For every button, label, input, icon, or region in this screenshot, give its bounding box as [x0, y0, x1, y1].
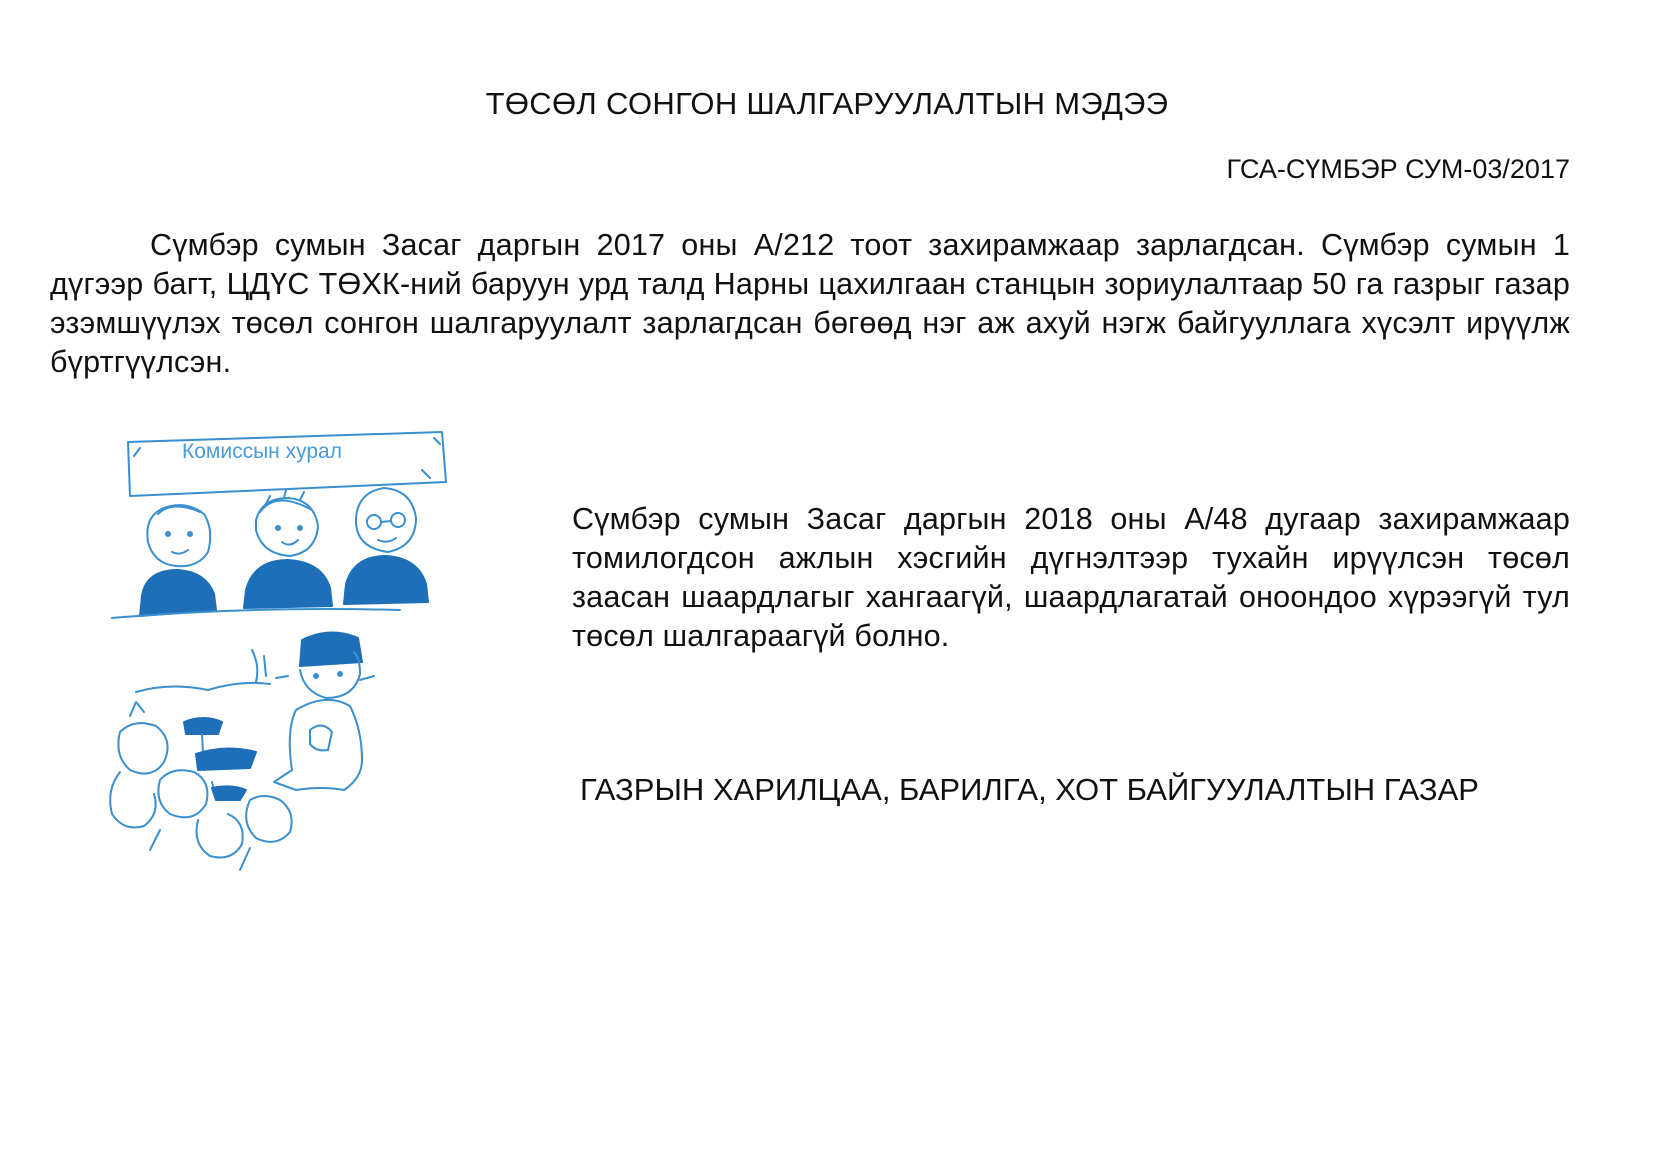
commission-member-1: [140, 505, 216, 616]
audience-hat-1: [184, 718, 222, 734]
intro-paragraph: [50, 226, 1570, 382]
intro-paragraph-text: Сүмбэр сумын Засаг даргын 2017 оны А/212 тоот захирамжаар зарлагдсан. Сүмбэр сумын 1 дүгээр багт, ЦДҮС ТӨХК-ний баруун урд талд Нарны цахилгаан станцын зориулалтаар 50 га газрыг газар эзэмшүүлэх төсөл сонгон шалгаруулалт зарлагдсан бөгөөд нэг аж ахуй нэгж байгууллага хүсэлт ирүүлж бүртгүүлсэн.: [50, 228, 1570, 379]
audience-hat-3: [212, 786, 246, 800]
presenter-figure: [274, 632, 374, 790]
audience-figures: [110, 650, 291, 870]
commission-meeting-illustration: [100, 430, 480, 900]
notice-title: ТӨСӨЛ СОНГОН ШАЛГАРУУЛАЛТЫН МЭДЭЭ: [485, 86, 1169, 121]
decision-paragraph: Сүмбэр сумын Засаг даргын 2018 оны А/48 дугаар захирамжаар томилогдсон ажлын хэсгийн дүгнэлтээр тухайн ирүүлсэн төсөл заасан шаардлагыг хангаагүй, шаардлагатай оноондоо хүрээгүй тул төсөл шалгараагүй болно.: [572, 502, 1570, 653]
issuing-authority: ГАЗРЫН ХАРИЛЦАА, БАРИЛГА, ХОТ БАЙГУУЛАЛТЫН ГАЗАР: [580, 772, 1479, 807]
reference-number: ГСА-СҮМБЭР СУМ-03/2017: [1226, 154, 1570, 184]
commission-member-2: [244, 490, 332, 608]
commission-member-3: [344, 488, 428, 604]
member-1-coat: [140, 570, 216, 616]
member-2-coat: [244, 560, 332, 608]
audience-hat-2: [196, 748, 256, 770]
member-3-coat: [344, 556, 428, 604]
banner-text: Комиссын хурал: [182, 440, 342, 463]
